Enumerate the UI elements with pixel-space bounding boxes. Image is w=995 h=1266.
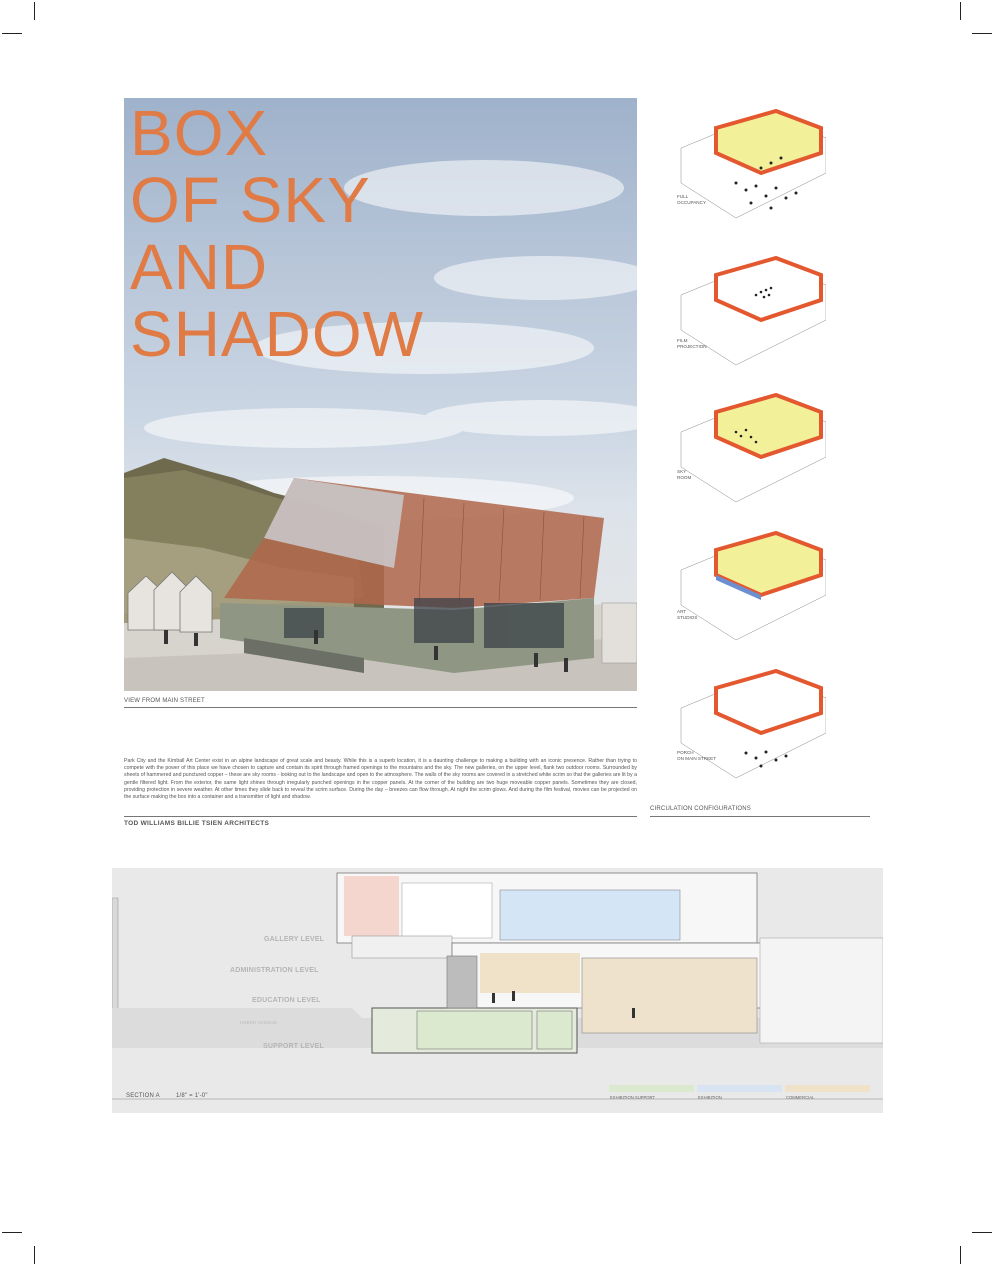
level-administration: ADMINISTRATION LEVEL (230, 967, 319, 974)
crop-mark (960, 2, 961, 20)
section-drawing (112, 868, 883, 1113)
building-section (112, 868, 883, 1113)
legend-label-exhibition-support: EXHIBITION SUPPORT (610, 1095, 656, 1100)
level-heber-avenue: HEBER AVENUE (240, 1020, 278, 1025)
diagram-label-porch: PORCH ON MAIN STREET (677, 750, 717, 761)
level-education: EDUCATION LEVEL (252, 997, 321, 1004)
crop-mark (2, 33, 22, 34)
crop-mark (960, 1246, 961, 1264)
headline-line-2: OF SKY (130, 164, 371, 236)
legend-swatch-commercial (785, 1085, 870, 1092)
hero-rendering (124, 98, 637, 691)
circulation-rule (650, 816, 870, 817)
headline-line-4: SHADOW (130, 298, 424, 370)
hero-caption: VIEW FROM MAIN STREET (124, 698, 205, 704)
crop-mark (972, 33, 992, 34)
diagram-porch (676, 668, 826, 788)
crop-mark (34, 1246, 35, 1264)
description-rule (124, 816, 637, 817)
circulation-title: CIRCULATION CONFIGURATIONS (650, 806, 751, 812)
headline-line-1: BOX (130, 98, 269, 169)
diagram-full-occupancy (676, 108, 826, 228)
diagram-sky-room (676, 392, 826, 512)
section-title: SECTION A (126, 1093, 160, 1099)
crop-mark (2, 1232, 22, 1233)
level-support: SUPPORT LEVEL (263, 1043, 324, 1050)
crop-mark (972, 1232, 992, 1233)
level-gallery: GALLERY LEVEL (264, 936, 325, 943)
architects-credit: TOD WILLIAMS BILLIE TSIEN ARCHITECTS (124, 820, 270, 827)
diagram-label-film-projection: FILM PROJECTION (677, 338, 707, 349)
legend-label-exhibition: EXHIBITION (698, 1095, 722, 1100)
headline-line-3: AND (130, 231, 269, 303)
section-scale: 1/8" = 1'-0" (176, 1093, 208, 1099)
diagram-film-projection (676, 255, 826, 375)
headline (130, 100, 424, 368)
legend-swatch-exhibition (697, 1085, 782, 1092)
legend-swatch-exhibition-support (609, 1085, 694, 1092)
diagram-art-studios (676, 530, 826, 650)
diagram-label-sky-room: SKY ROOM (677, 469, 692, 480)
diagram-label-full-occupancy: FULL OCCUPANCY (677, 194, 707, 205)
project-description: Park City and the Kimball Art Center exist in an alpine landscape of great scale and beauty. While this is a superb location, it is a daunting challenge to making a building with an iconic presence. Rather than trying to compete with the power of this place we have chosen to capture and contain its spirit through framed openings to the mountains and the sky. The new galleries, on the upper level, flank two outdoor rooms. Surrounded by sheets of hammered and punctured copper – these are sky rooms - looking out to the landscape and open to the atmosphere. The walls of the sky rooms are covered in a stretched white scrim so that the galleries are lit by a gentle filtered light. From the exterior, the same light shines through irregularly punched openings in the copper panels. At the corner of the building are two huge moveable copper panels. Sometimes they are closed, providing protection in severe weather. At other times they slide back to reveal the scrim surface. During the day – breezes can flow through. At night the scrim glows. And during the film festival, movies can be projected on the surface making the box into a container and a transmitter of light and shadow. (124, 758, 637, 801)
legend-label-commercial: COMMERCIAL (786, 1095, 815, 1100)
diagram-label-art-studios: ART STUDIOS (677, 609, 698, 620)
crop-mark (34, 2, 35, 20)
caption-rule (124, 707, 637, 708)
